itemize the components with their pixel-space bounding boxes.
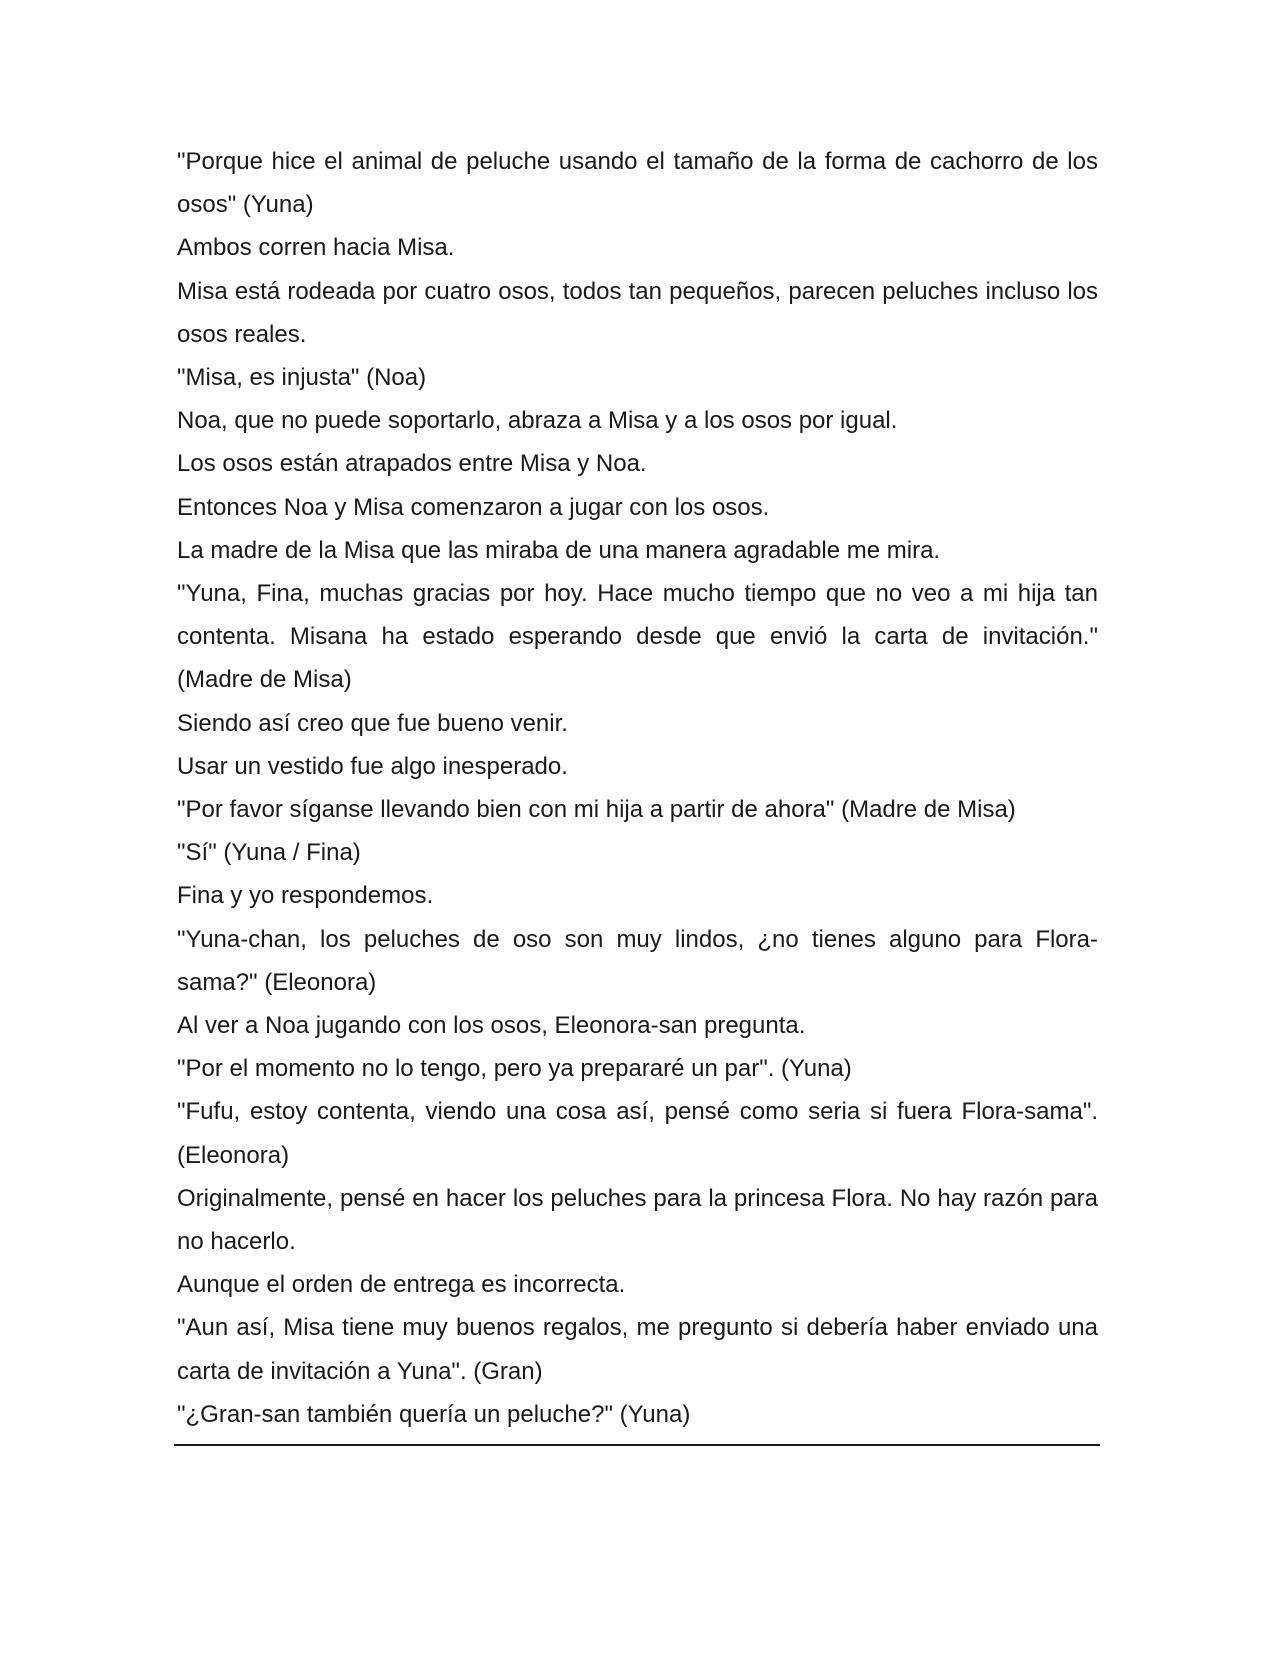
paragraph: Originalmente, pensé en hacer los peluches para la princesa Flora. No hay razón para no hacerlo.	[177, 1184, 1098, 1256]
paragraph: "Yuna, Fina, muchas gracias por hoy. Hace mucho tiempo que no veo a mi hija tan contenta. Misana ha estado esperando desde que envió la carta de invitación." (Madre de Misa)	[177, 580, 1098, 694]
paragraph: La madre de la Misa que las miraba de una manera agradable me mira.	[177, 536, 941, 564]
paragraph: Los osos están atrapados entre Misa y Noa.	[177, 450, 647, 478]
paragraph: Aunque el orden de entrega es incorrecta.	[177, 1271, 626, 1299]
paragraph: "Misa, es injusta" (Noa)	[177, 364, 427, 392]
paragraph: Entonces Noa y Misa comenzaron a jugar con los osos.	[177, 493, 770, 521]
paragraph: Siendo así creo que fue bueno venir.	[177, 709, 568, 737]
paragraph: "Aun así, Misa tiene muy buenos regalos, me pregunto si debería haber enviado una carta de invitación a Yuna". (Gran)	[177, 1314, 1098, 1385]
paragraph: "Por favor síganse llevando bien con mi hija a partir de ahora" (Madre de Misa)	[177, 796, 1016, 824]
paragraph: "Porque hice el animal de peluche usando el tamaño de la forma de cachorro de los osos" (Yuna)	[177, 148, 1098, 219]
paragraph: Ambos corren hacia Misa.	[177, 234, 455, 262]
paragraph: "Yuna-chan, los peluches de oso son muy lindos, ¿no tienes alguno para Flora-sama?" (Eleonora)	[177, 925, 1098, 996]
footer-rule	[174, 1444, 1100, 1446]
paragraph: Misa está rodeada por cuatro osos, todos tan pequeños, parecen peluches incluso los osos reales.	[177, 277, 1098, 348]
paragraph: "Por el momento no lo tengo, pero ya prepararé un par". (Yuna)	[177, 1055, 852, 1083]
paragraph: "Fufu, estoy contenta, viendo una cosa así, pensé como seria si fuera Flora-sama". (Eleonora)	[177, 1098, 1098, 1169]
paragraph: "¿Gran-san también quería un peluche?" (Yuna)	[177, 1400, 691, 1428]
paragraph: Fina y yo respondemos.	[177, 882, 434, 910]
document-body	[177, 140, 1098, 1436]
paragraph: Al ver a Noa jugando con los osos, Eleonora-san pregunta.	[177, 1012, 806, 1040]
paragraph: Noa, que no puede soportarlo, abraza a Misa y a los osos por igual.	[177, 407, 898, 435]
paragraph: "Sí" (Yuna / Fina)	[177, 839, 361, 867]
paragraph: Usar un vestido fue algo inesperado.	[177, 752, 568, 780]
